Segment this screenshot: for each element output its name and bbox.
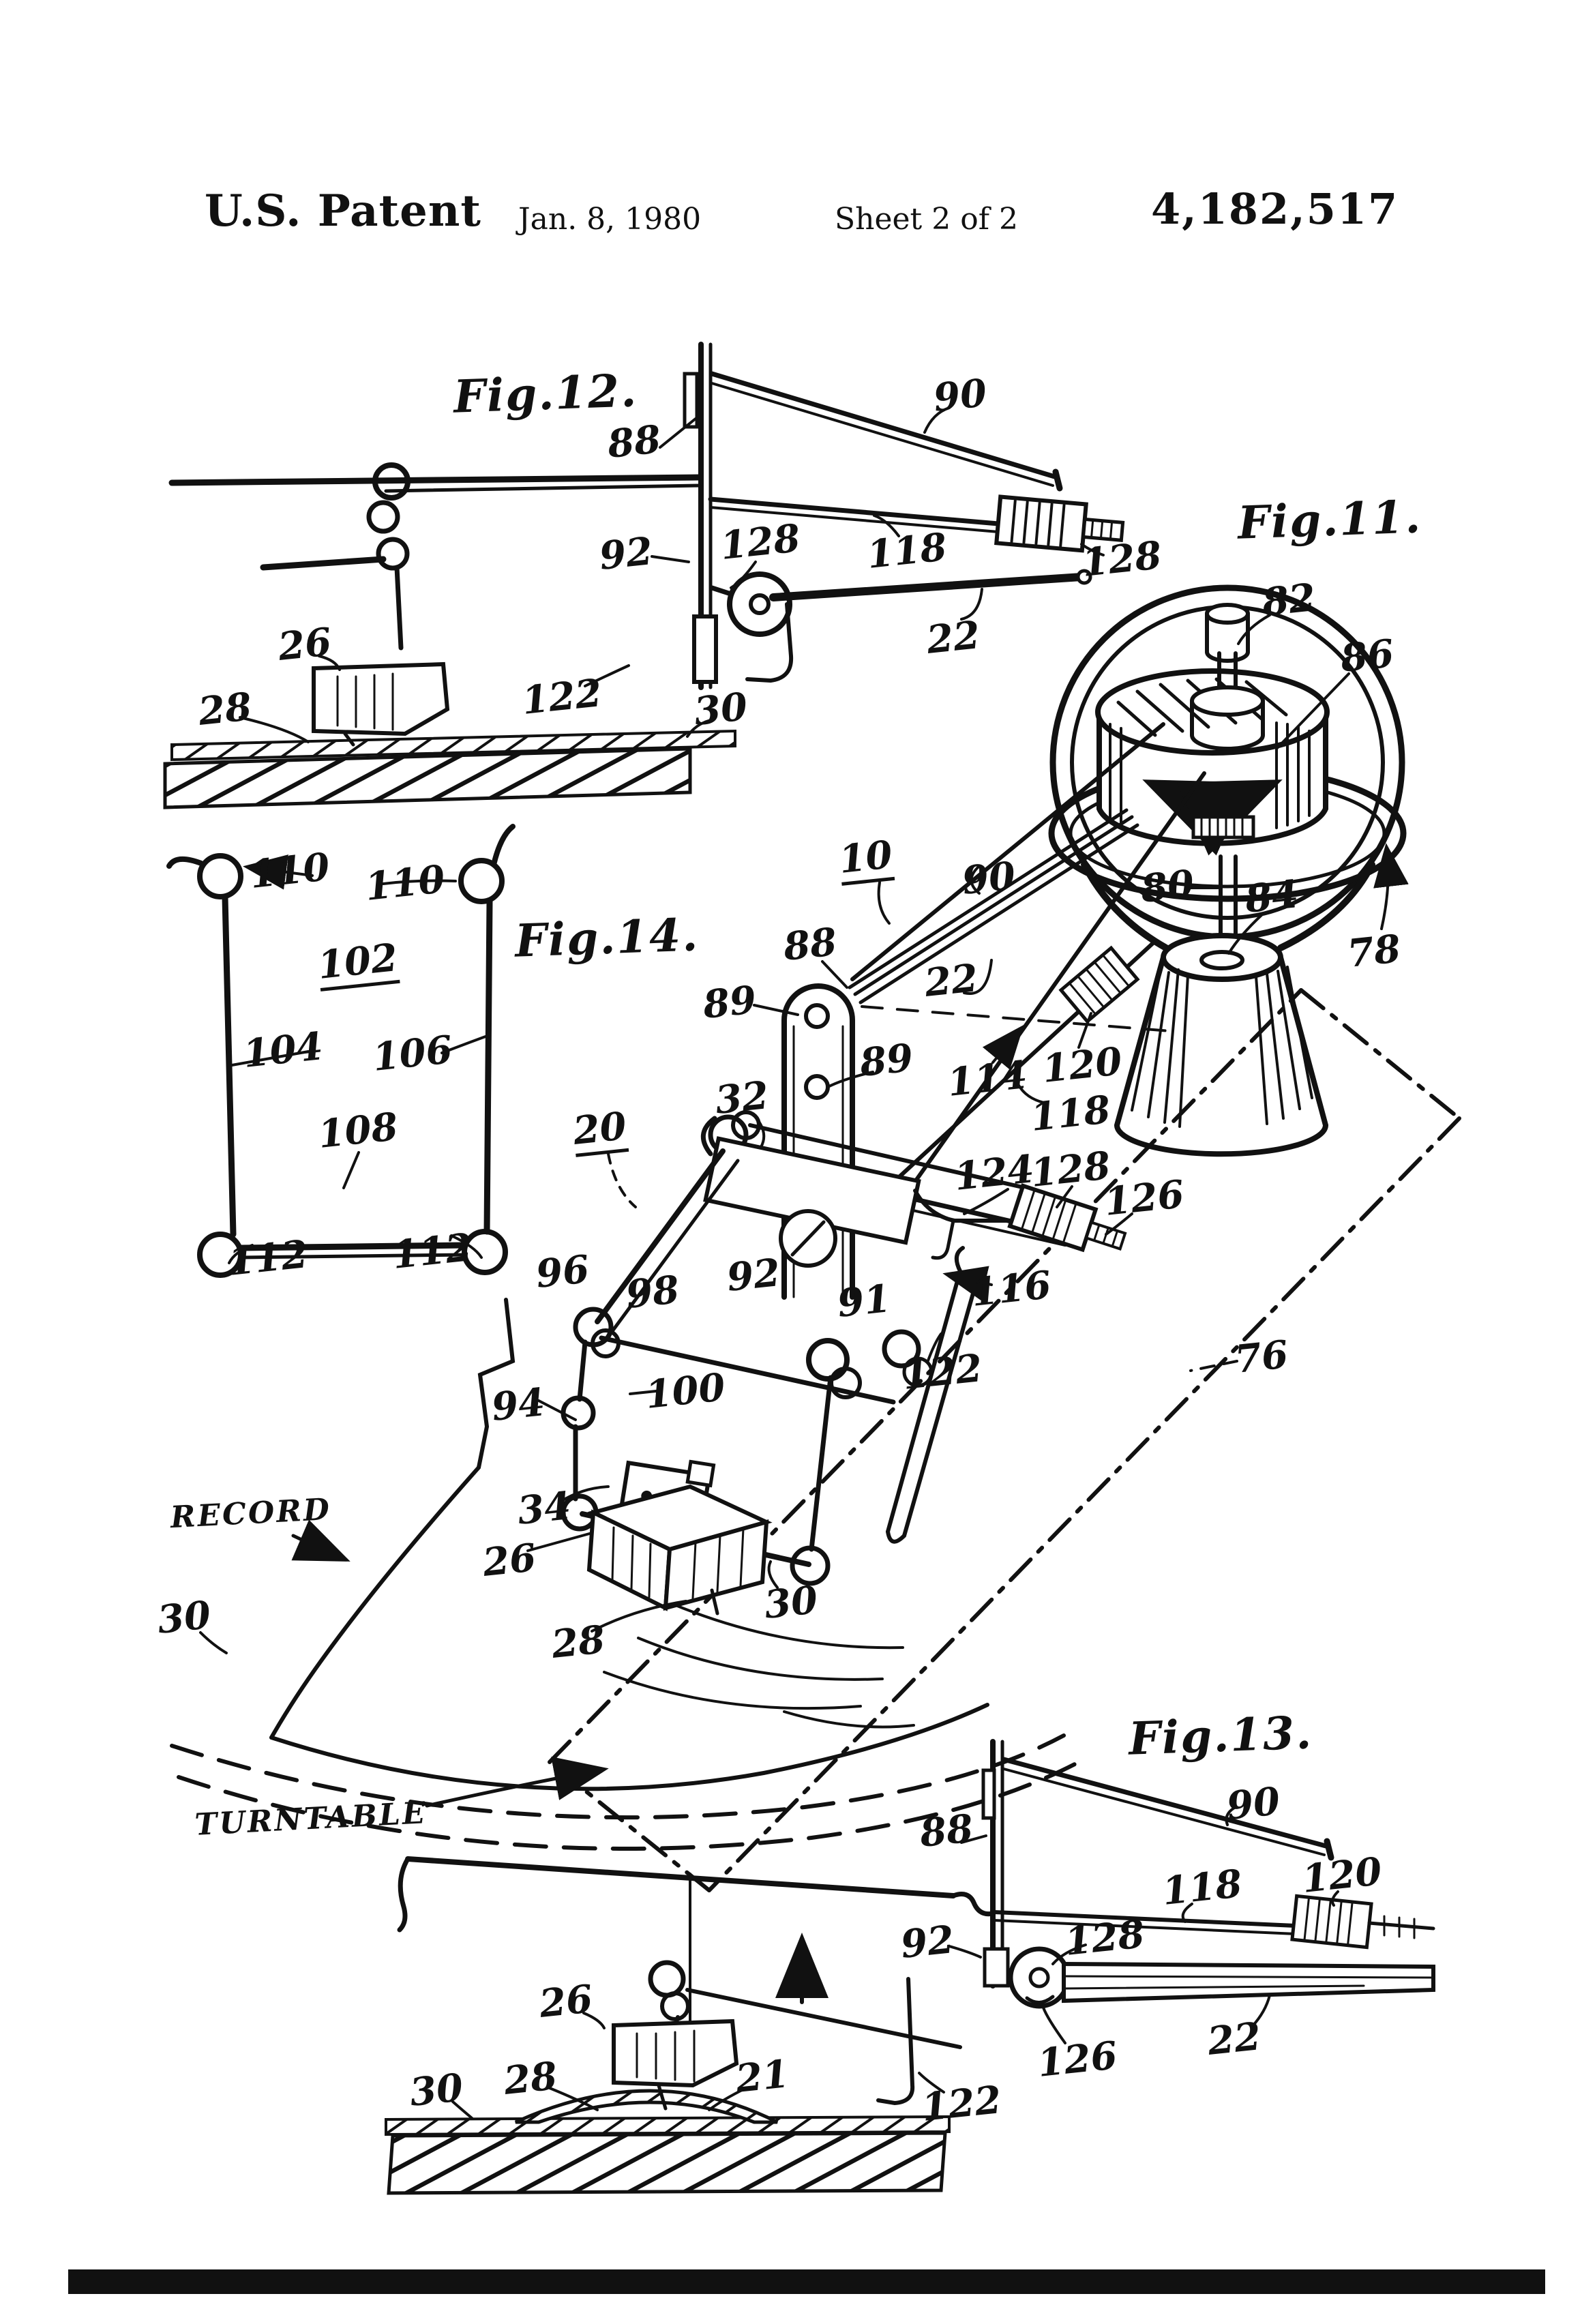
fig14-ref-128-20: 128 (1028, 1143, 1113, 1196)
fig13-ref-88-0: 88 (917, 1806, 976, 1856)
fig14-ref-110-0: 110 (248, 844, 332, 897)
sheet-number: Sheet 2 of 2 (835, 202, 1018, 237)
fig11-ref-84-3: 84 (1242, 872, 1301, 922)
fig14-title: Fig.14. (513, 908, 700, 968)
fig11-ref-80-2: 80 (1138, 861, 1197, 912)
fig14-ref-22-11: 22 (922, 955, 981, 1006)
fig14-ref-RECORD-33: RECORD (169, 1491, 333, 1536)
fig12-ref-26-7: 26 (275, 619, 334, 670)
patent-title: U.S. Patent (205, 185, 481, 237)
fig14-ref-100-29: 100 (643, 1365, 728, 1418)
fig13-title: Fig.13. (1127, 1705, 1314, 1766)
fig14-ref-102-2: 102 (316, 938, 400, 992)
fig14-ref-91-25: 91 (835, 1276, 893, 1326)
fig14-ref-116-26: 116 (969, 1262, 1054, 1315)
fig13-ref-118-2: 118 (1160, 1861, 1244, 1914)
fig14-ref-TURNTABLE-37: TURNTABLE (194, 1796, 428, 1843)
fig12-ref-90-1: 90 (931, 370, 989, 421)
fig12-ref-92-2: 92 (597, 528, 655, 579)
fig14-ref-112-7: 112 (390, 1225, 475, 1278)
fig13-ref-128-5: 128 (1062, 1911, 1147, 1965)
fig14-ref-108-5: 108 (316, 1104, 400, 1157)
fig14-ref-94-28: 94 (489, 1380, 548, 1430)
fig13-ref-92-4: 92 (898, 1917, 957, 1967)
fig13-ref-22-7: 22 (1205, 2014, 1264, 2064)
fig13-ref-126-6: 126 (1035, 2033, 1120, 2086)
fig11-title: Fig.11. (1236, 490, 1423, 550)
fig14-ref-28-35: 28 (549, 1617, 608, 1667)
fig13-ref-122-9: 122 (919, 2077, 1004, 2130)
patent-date: Jan. 8, 1980 (518, 202, 702, 237)
fig14-ref-114-14: 114 (945, 1052, 1030, 1105)
fig14-ref-104-3: 104 (241, 1024, 325, 1077)
fig14-ref-122-27: 122 (900, 1345, 985, 1399)
fig14-ref-90-9: 90 (959, 853, 1018, 904)
fig14-ref-89-13: 89 (857, 1035, 916, 1086)
fig14-ref-30-36: 30 (762, 1577, 820, 1628)
fig11-ref-78-4: 78 (1345, 926, 1403, 977)
fig14-ref-124-19: 124 (952, 1146, 1036, 1200)
fig14-ref-106-4: 106 (370, 1027, 455, 1080)
fig12-title: Fig.12. (452, 363, 639, 423)
fig13-ref-120-3: 120 (1300, 1849, 1384, 1902)
fig12-ref-88-0: 88 (605, 417, 663, 467)
fig12-ref-128-5: 128 (1079, 533, 1164, 586)
fig13-ref-28-11: 28 (501, 2053, 560, 2104)
fig14-ref-34-31: 34 (515, 1483, 573, 1534)
fig14-ref-20-18: 20 (571, 1107, 629, 1157)
fig14-ref-26-32: 26 (480, 1535, 539, 1585)
fig12-ref-128-3: 128 (718, 516, 803, 569)
fig14-ref-88-10: 88 (781, 919, 839, 970)
patent-number: 4,182,517 (1151, 184, 1399, 234)
fig14-ref-10-8: 10 (837, 835, 895, 886)
fig14-ref-112-6: 112 (226, 1232, 310, 1285)
fig11-ref-82-0: 82 (1259, 575, 1318, 625)
fig14-ref-30-34: 30 (155, 1592, 213, 1643)
fig14-ref-32-17: 32 (713, 1073, 771, 1123)
fig13-ref-21-12: 21 (733, 2051, 792, 2102)
fig14-ref-89-12: 89 (700, 977, 759, 1028)
fig12-ref-30-10: 30 (691, 684, 750, 734)
fig13-ref-26-8: 26 (537, 1976, 595, 2027)
fig12-ref-22-6: 22 (924, 612, 983, 663)
fig13-ref-30-10: 30 (407, 2065, 466, 2115)
fig14-ref-110-1: 110 (363, 856, 447, 910)
fig14-ref-118-16: 118 (1028, 1087, 1113, 1140)
fig14-ref-92-24: 92 (724, 1250, 783, 1300)
fig14-ref-96-22: 96 (533, 1247, 592, 1297)
fig12-ref-118-4: 118 (865, 524, 949, 578)
fig11-ref-86-1: 86 (1338, 631, 1397, 681)
fig14-ref-126-21: 126 (1102, 1172, 1186, 1225)
fig12-ref-122-9: 122 (520, 670, 604, 724)
fig14-ref-98-23: 98 (623, 1267, 682, 1317)
fig14-ref-76-30: 76 (1232, 1332, 1291, 1382)
fig12-ref-28-8: 28 (196, 684, 254, 734)
fig14-ref-120-15: 120 (1040, 1039, 1124, 1092)
fig13-ref-90-1: 90 (1224, 1778, 1283, 1829)
